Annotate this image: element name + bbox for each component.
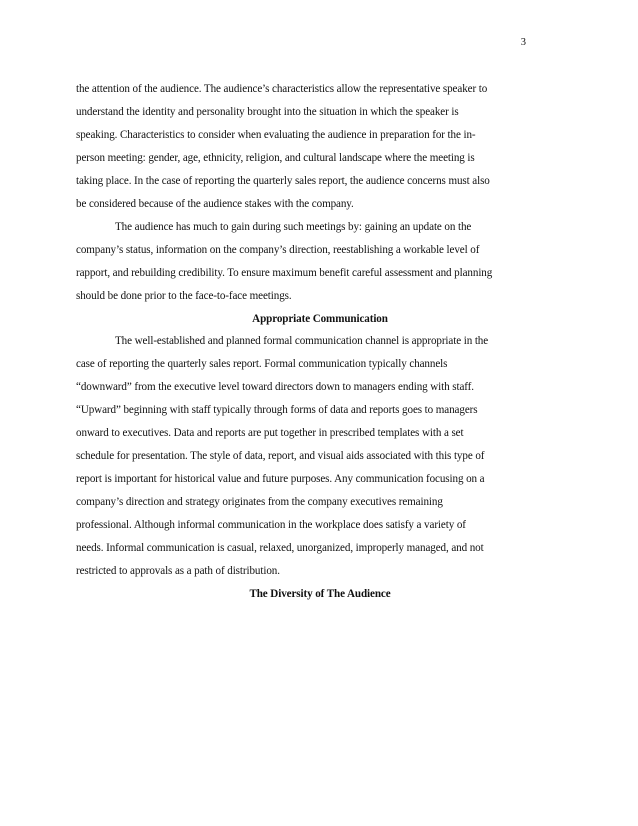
text-line: person meeting: gender, age, ethnicity, religion, and cultural landscape where the meeting is — [76, 151, 475, 164]
text-line: “downward” from the executive level toward directors down to managers ending with staff. — [76, 381, 474, 394]
section-heading: Appropriate Communication — [252, 312, 388, 325]
text-line: rapport, and rebuilding credibility. To ensure maximum benefit careful assessment and planning — [76, 266, 493, 279]
text-line: The audience has much to gain during such meetings by: gaining an update on the — [115, 220, 472, 233]
paragraph — [76, 330, 564, 582]
page-number: 3 — [520, 37, 526, 48]
text-line: understand the identity and personality brought into the situation in which the speaker is — [76, 105, 459, 118]
text-line: taking place. In the case of reporting the quarterly sales report, the audience concerns must also — [76, 174, 490, 187]
text-line: case of reporting the quarterly sales report. Formal communication typically channels — [76, 358, 448, 371]
text-line: company’s direction and strategy originates from the company executives remaining — [76, 496, 443, 509]
paragraph — [76, 216, 564, 308]
text-line: schedule for presentation. The style of data, report, and visual aids associated with this type of — [76, 450, 485, 463]
section-heading: The Diversity of The Audience — [249, 587, 391, 600]
text-line: The well-established and planned formal communication channel is appropriate in the — [115, 335, 489, 348]
text-line: company’s status, information on the company’s direction, reestablishing a workable level of — [76, 243, 480, 256]
text-line: be considered because of the audience stakes with the company. — [76, 197, 354, 210]
text-line: professional. Although informal communication in the workplace does satisfy a variety of — [76, 519, 466, 532]
text-line: speaking. Characteristics to consider when evaluating the audience in preparation for the in- — [76, 128, 476, 141]
text-line: onward to executives. Data and reports are put together in prescribed templates with a set — [76, 427, 464, 440]
text-line: “Upward” beginning with staff typically through forms of data and reports goes to managers — [76, 404, 478, 417]
paragraph — [76, 78, 564, 216]
text-line: restricted to approvals as a path of distribution. — [76, 565, 280, 578]
text-line: should be done prior to the face-to-face meetings. — [76, 289, 292, 302]
document-body — [76, 78, 564, 606]
text-line: report is important for historical value and future purposes. Any communication focusing on a — [76, 473, 485, 486]
text-line: needs. Informal communication is casual, relaxed, unorganized, improperly managed, and not — [76, 542, 484, 555]
text-line: the attention of the audience. The audience’s characteristics allow the representative speaker to — [76, 83, 488, 95]
